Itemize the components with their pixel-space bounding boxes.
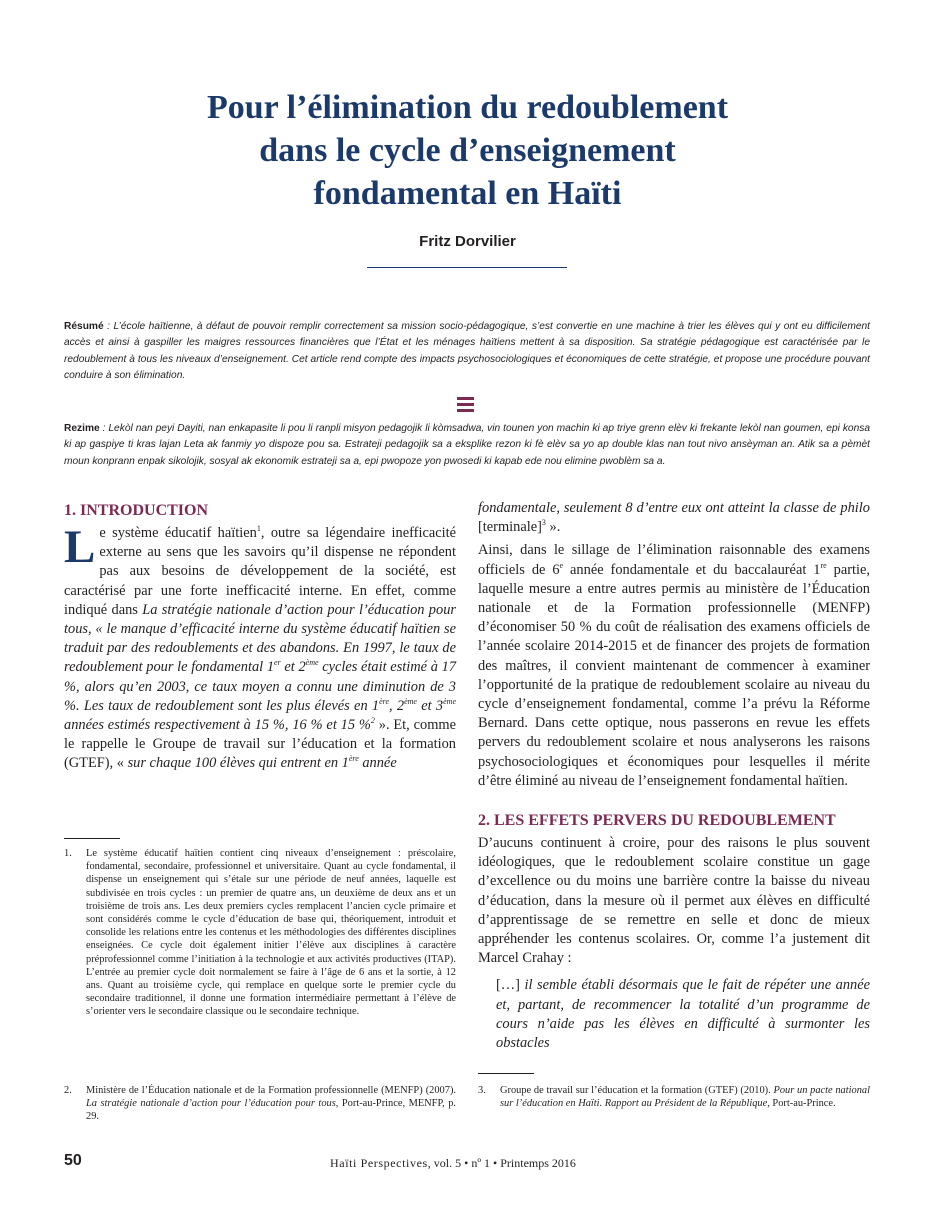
section-heading: 1. INTRODUCTION: [64, 502, 209, 519]
abstract-french: [64, 319, 870, 385]
continued-paragraph: fondamentale, seulement 8 d’entre eux ont atteint la classe de philo [terminale]$^3$ ».: [478, 500, 870, 536]
section-heading: 2. LES EFFETS PERVERS DU REDOUBLEMENT: [478, 812, 836, 830]
abstract-text: : L’école haïtienne, à défaut de pouvoir remplir correctement sa mission socio-pédagogique, s’est convertie en une machine à trier les élèves qui y ont eu difficilement accès et ainsi à gaspiller les maigres ressources financières que l’État et les ménages haïtiens mettent à sa disposition. Sa stratégie pédagogique est caractérisée par le redoublement à tous les niveaux d’enseignement. Cet article rend compte des impacts psychosociologiques et économiques de cette stratégie, et propose une procédure pouvant conduire à son élimination.: [64, 321, 870, 382]
article-title: [100, 86, 835, 215]
left-column: [64, 500, 456, 774]
author-divider: [367, 267, 567, 268]
abstract-label: Rezime: [64, 423, 100, 434]
footnote: 2. Ministère de l’Éducation nationale et de la Formation professionnelle (MENFP) (2007). La stratégie nationale d’action pour l’éducation pour tous, Port-au-Prince, MENFP, p. 29.: [64, 1085, 456, 1123]
journal-name: Haïti Perspectives: [330, 1156, 428, 1170]
abstract-text: : Lekòl nan peyi Dayiti, nan enkapasite li pou li ranpli misyon pedagojik li kòmsadwa, vin tounen yon machin ki ap triye grenn elèv ki frekante lekòl nan goumen, epi konsa ki ap gaspiye ti kras lajan Leta ak fanmiy yo dispoze pou sa. Estrateji pedagojik sa a eksplike rezon ki fè elèv sa yo ap double klas nan tout nivo ansèyman an. Atik sa a pèmèt moun konprann enpak sikolojik, sosyal ak ekonomik estrateji sa a, epi pwopoze yon pwosedi ki kapab ede nou elimine pwoblèm sa a.: [64, 423, 870, 467]
abstract-label: Résumé: [64, 321, 104, 332]
title-line: Pour l’élimination du redoublement: [206, 89, 729, 126]
intro-paragraph: Le système éducatif haïtien$^1$, outre sa légendaire inefficacité externe au sens que les savoirs qu’il dispense ne répondent pas aux besoins de développement de la société, est caractérisé par une forte inefficacité interne. En effet, comme indiqué dans La stratégie nationale d’action pour l’éducation pour tous, « le manque d’efficacité interne du système éducatif haïtien se traduit par des redoublements et des abandons. En 1997, le taux de redoublement pour le fondamental 1er et 2ème cycles était estimé à 17 %, alors qu’en 2003, ce taux moyen a connu une diminution de 3 %. Les taux de redoublement sont les plus élevés en 1ère, 2ème et 3ème années estimés respectivement à 15 %, 16 % et 15 %$^2$ ». Et, comme le rappelle le Groupe de travail sur l’éducation et la formation (GTEF), « sur chaque 100 élèves qui entrent en 1ère année: [64, 521, 457, 772]
drop-cap: L: [64, 521, 96, 573]
title-line: dans le cycle d’enseignement: [259, 132, 676, 169]
three-bar-ornament-icon: [457, 397, 474, 413]
footnote-ref[interactable]: 2: [370, 716, 375, 726]
footnote-divider: [478, 1073, 534, 1074]
footnote: 1. Le système éducatif haïtien contient cinq niveaux d’enseignement : préscolaire, fondamental, secondaire, professionnel et universitaire. Quant au cycle fondamental, il dispense un enseignement qui s’étale sur une période de neuf années, laquelle est subdivisée en trois cycles : un premier de quatre ans, un deuxième de deux ans et un troisième de trois ans. Les deux premiers cycles remplacent l’ancien cycle primaire et sont considérés comme le cycle d’éducation de base qui, théoriquement, introduit et consolide les relations entre les contenus et les méthodologies des différentes disciplines enseignées. Ce cycle doit également initier l’élève aux disciplines à caractère préprofessionnel comme l’initiation à la technologie et aux activités productives (ITAP). L’entrée au premier cycle doit normalement se faire à l’âge de 6 ans et la sortie, à 12 ans. Quant au troisième cycle, qui remplace en quelque sorte le premier cycle du secondaire traditionnel, il donne une formation intermédiaire permettant à l’élève de s’orienter vers le secondaire classique ou le secondaire technique.: [64, 848, 456, 1018]
journal-citation: Haïti Perspectives, vol. 5 • nº 1 • Printemps 2016: [330, 1156, 576, 1170]
paragraph: D’aucuns continuent à croire, pour des raisons le plus souvent idéologiques, que le redoublement scolaire constitue un gage d’excellence ou du moins une barrière contre la baisse du niveau d’éducation, dans la mesure où il permet aux élèves en difficulté d’apprentissage de se remettre en selle et donc de mieux appréhender les contenus scolaires. Or, comme l’a justement dit Marcel Crahay :: [478, 835, 870, 967]
footnote-ref[interactable]: 3: [541, 518, 546, 528]
page-number: 50: [64, 1152, 82, 1169]
title-line: fondamental en Haïti: [313, 175, 622, 212]
right-column: [478, 499, 870, 1053]
footnote: 3. Groupe de travail sur l’éducation et la formation (GTEF) (2010). Pour un pacte national sur l’éducation en Haïti. Rapport au Président de la République, Port-au-Prince.: [478, 1085, 871, 1110]
author-name: Fritz Dorvilier: [419, 233, 516, 250]
abstract-creole: [64, 421, 870, 470]
block-quote: […] il semble établi désormais que le fait de répéter une année et, partant, de recommencer la totalité d’un programme de cours n’aide pas les élèves en difficulté à surmonter les obstacles: [496, 977, 870, 1052]
paragraph: Ainsi, dans le sillage de l’élimination raisonnable des examens officiels de 6e année fondamentale et du baccalauréat 1re partie, laquelle mesure a entre autres permis au ministère de l’Éducation nationale et de la Formation professionnelle (MENFP) d’économiser 50 % du coût de réalisation des examens officiels de l’année scolaire 2014-2015 et de financer des projets de formation des maîtres, il convient maintenant de commencer à examiner l’opportunité de la pratique de redoublement scolaire au niveau du cycle d’enseignement fondamental, comme l’a prévu la Réforme Bernard. Dans cette optique, nous passerons en revue les effets pervers du redoublement scolaire et nous analyserons les raisons psychosociologiques et économiques pour lesquelles il mérite d’être éliminé au niveau de l’enseignement fondamental haïtien.: [478, 542, 870, 789]
footnote-ref[interactable]: 1: [256, 524, 261, 534]
footnote-divider: [64, 838, 120, 839]
